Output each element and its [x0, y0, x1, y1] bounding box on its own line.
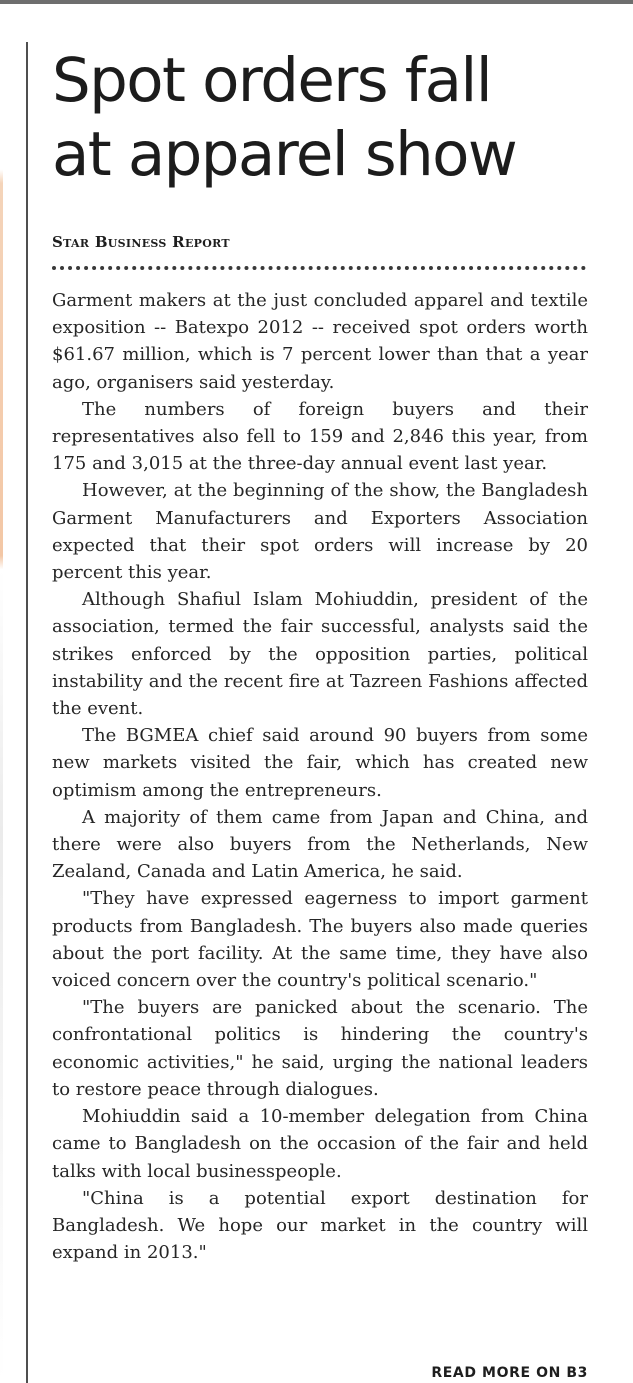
headline — [52, 44, 592, 192]
paragraph-9: Mohiuddin said a 10-member delegation from China came to Bangladesh on the occasion of the fair and held talks with local businesspeople. — [52, 1106, 588, 1182]
headline-line-1: Spot orders fall — [52, 45, 492, 116]
paragraph-1: Garment makers at the just concluded apparel and textile exposition -- Batexpo 2012 -- received spot orders worth $61.67 million, which is 7 percent lower than that a year ago, organisers said yesterday. — [52, 290, 588, 393]
byline: Star Business Report — [52, 233, 230, 251]
paragraph-4: Although Shafiul Islam Mohiuddin, president of the association, termed the fair successful, analysts said the strikes enforced by the opposition parties, political instability and the recent fire at Tazreen Fashions affected the event. — [52, 589, 588, 720]
adjacent-column-edge — [0, 4, 3, 1383]
paragraph-5: The BGMEA chief said around 90 buyers from some new markets visited the fair, which has created new optimism among the entrepreneurs. — [52, 725, 588, 801]
headline-line-2: at apparel show — [52, 119, 517, 190]
dotted-separator — [52, 266, 586, 270]
paragraph-7: "They have expressed eagerness to import garment products from Bangladesh. The buyers also made queries about the port facility. At the same time, they have also voiced concern over the country's political scenario." — [52, 888, 588, 992]
paragraph-6: A majority of them came from Japan and China, and there were also buyers from the Netherlands, New Zealand, Canada and Latin America, he said. — [52, 806, 588, 883]
news-article — [52, 0, 588, 1383]
paragraph-8: "The buyers are panicked about the scenario. The confrontational politics is hindering the country's economic activities," he said, urging the national leaders to restore peace through dialogues. — [52, 997, 588, 1100]
read-more-jump: READ MORE ON B3 — [431, 1365, 588, 1381]
article-body — [52, 287, 588, 1266]
paragraph-10: "China is a potential export destination for Bangladesh. We hope our market in the country will expand in 2013." — [52, 1187, 588, 1264]
paragraph-3: However, at the beginning of the show, the Bangladesh Garment Manufacturers and Exporters Association expected that their spot orders will increase by 20 percent this year. — [52, 480, 588, 584]
column-divider — [26, 42, 28, 1383]
paragraph-2: The numbers of foreign buyers and their representatives also fell to 159 and 2,846 this year, from 175 and 3,015 at the three-day annual event last year. — [52, 398, 588, 475]
